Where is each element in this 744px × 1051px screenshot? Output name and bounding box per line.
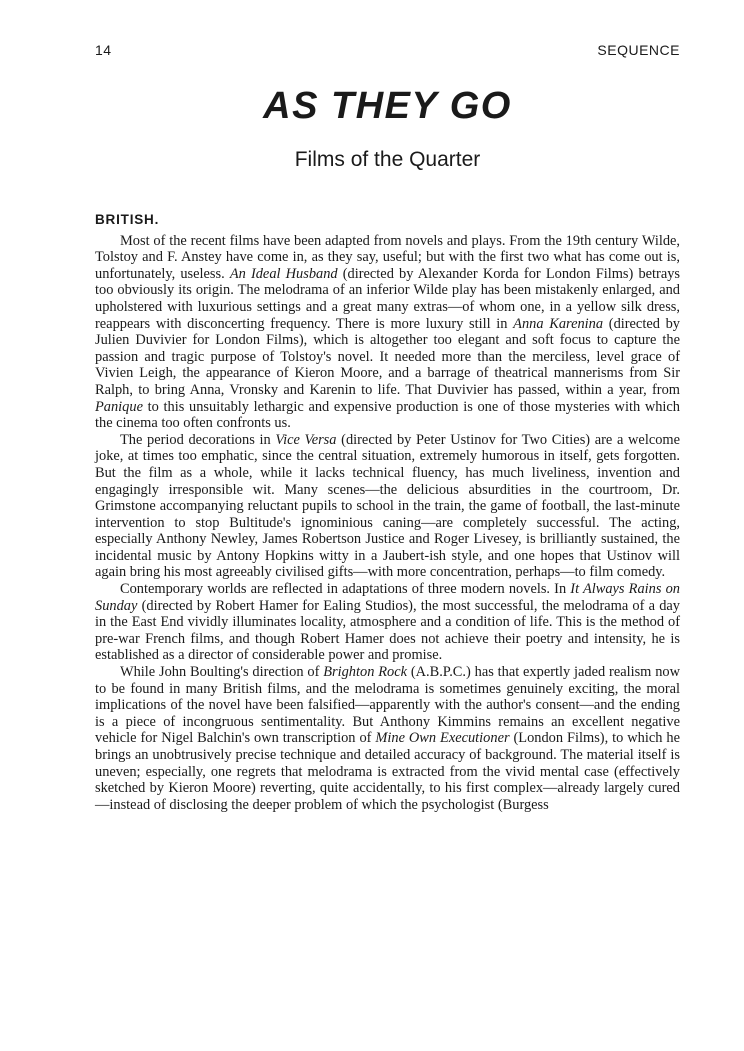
text-run: (A.B.P.C.) has that expertly jaded realism now to be found in many British films, and the melodrama is sometimes genuinely exciting, the moral implications of the novel have been falsified—apparently with the author's consent—and the ending is a piece of incongruous sentimentality. But Anthony Kimmins remains an excellent negative vehicle for Nigel Balchin's own transcription of [95,664,680,747]
text-run: (directed by Alexander Korda for London Films) betrays too obviously its origin. The melodrama of an inferior Wilde play has been mistakenly enlarged, and upholstered with luxurious settings and a great many extras—of whom one, in a yellow silk dress, reappears with disconcerting frequency. There is more luxury still in [95,265,681,332]
text-run: (directed by Robert Hamer for Ealing Studios), the most successful, the melodrama of a day in the East End vividly illuminates locality, atmosphere and a condition of life. This is the method of pre-war French films, and though Robert Hamer does not achieve their poetry and intensity, he is established as a director of considerable power and promise. [95,597,680,664]
page-number: 14 [95,42,112,58]
text-run: to this unsuitably lethargic and expensive production is one of those mysteries with which the cinema too often confronts us. [95,398,680,432]
text-run: Contemporary worlds are reflected in adaptations of three modern novels. In [120,581,571,598]
film-title: Mine Own Executioner [375,730,510,747]
film-title: Panique [95,398,143,415]
text-run: (directed by Peter Ustinov for Two Cities) are a welcome joke, at times too emphatic, since the central situation, extremely humorous in itself, gets forgotten. But the film as a whole, while it lacks technical fluency, has much liveliness, invention and engagingly irresponsible wit. Many scenes—the delicious absurdities in the courtroom, Dr. Grimstone accompanying reluctant pupils to school in the train, the game of football, the last-minute intervention to stop Bultitude's ignominious caning—are completely successful. The acting, especially Anthony Newley, James Robertson Justice and Roger Livesey, is brilliantly sustained, the incidental music by Antony Hopkins witty in a Jaubert-ish style, and one hopes that Ustinov will again bring his most agreeably civilised gifts—with more concentration, perhaps—to film comedy. [95,431,680,581]
title-block [95,85,680,172]
paragraph [95,432,680,581]
article-title: AS THEY GO [263,85,512,127]
running-head: SEQUENCE [597,42,680,58]
article-body [95,212,680,813]
paragraph [95,664,680,813]
text-run: Most of the recent films have been adapted from novels and plays. From the 19th century Wilde, Tolstoy and F. Anstey have come in, as they say, useful; but with the first two what has come out is, unfortunately, useless. [95,232,680,282]
text-run: The period decorations in [120,431,276,448]
film-title: Vice Versa [275,431,337,448]
film-title: Brighton Rock [323,664,407,681]
film-title: An Ideal Husband [229,265,338,282]
article-subtitle: Films of the Quarter [294,148,481,171]
film-title: Anna Karenina [513,315,604,332]
text-run: While John Boulting's direction of [120,664,324,681]
paragraph [95,233,680,432]
text-run: (London Films), to which he brings an unobtrusively precise technique and detailed accuracy of background. The material itself is uneven; especially, one regrets that melodrama is extracted from the vivid mental case (effectively sketched by Kieron Moore) reverting, quite accidentally, to his first complex—already largely cured—instead of disclosing the deeper problem of which the psychologist (Burgess [95,730,680,813]
text-run: (directed by Julien Duvivier for London Films), which is altogether too elegant and soft focus to capture the passion and tragic purpose of Tolstoy's novel. It needed more than the merciless, level grace of Vivien Leigh, the appearance of Kieron Moore, and a barrage of theatrical mannerisms from Sir Ralph, to bring Anna, Vronsky and Karenin to life. That Duvivier has passed, within a year, from [95,315,680,398]
paragraph [95,581,680,664]
film-title: It Always Rains on Sunday [95,581,680,614]
section-heading: BRITISH. [95,212,160,227]
